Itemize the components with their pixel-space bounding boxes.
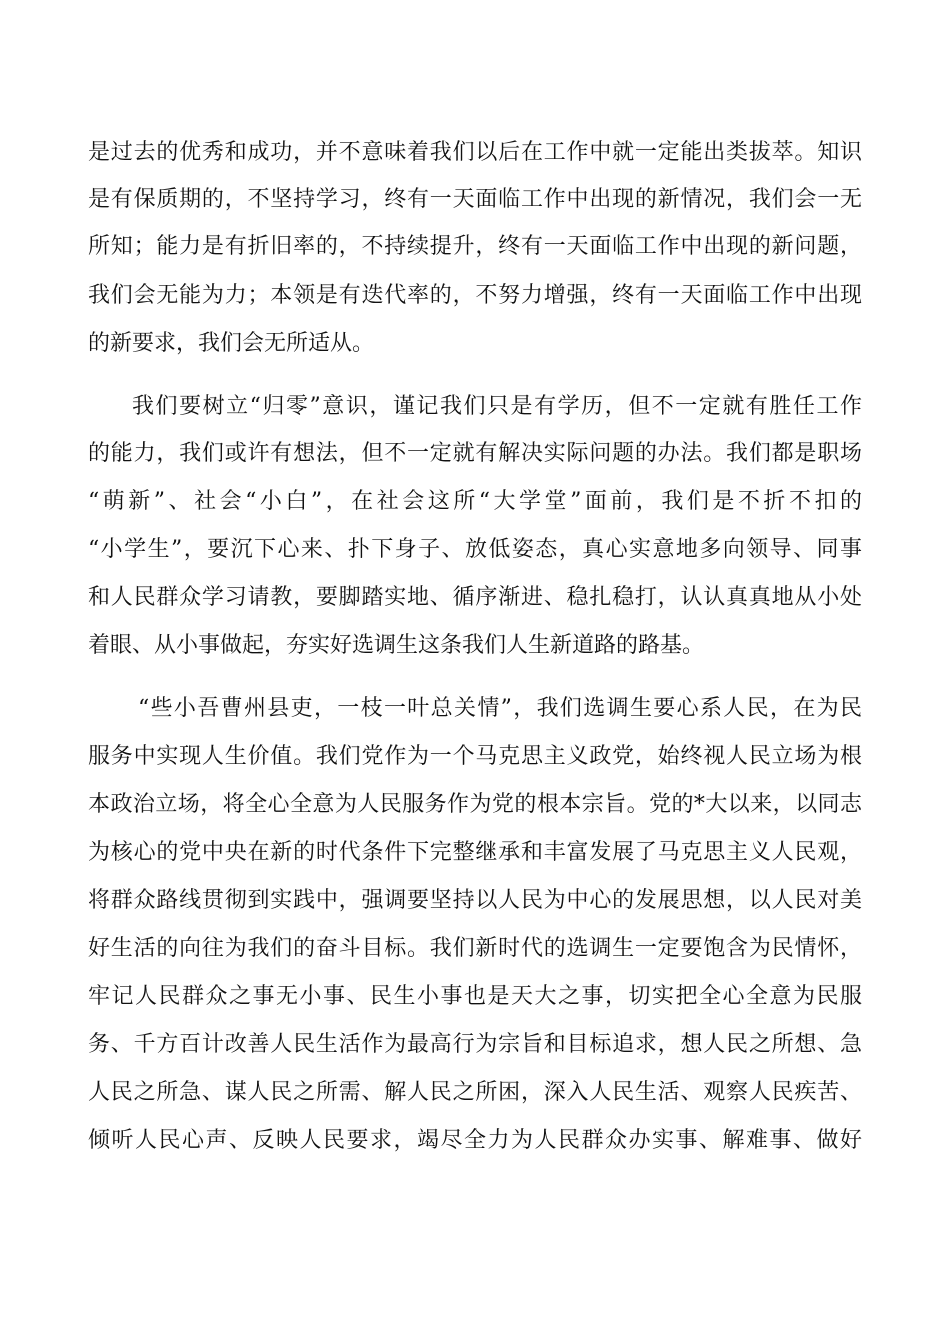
paragraph-3-line-4: 为核心的党中央在新的时代条件下完整继承和丰富发展了马克思主义人民观， <box>88 840 862 865</box>
paragraph-1-line-5: 的新要求，我们会无所适从。 <box>88 331 375 356</box>
paragraph-3-line-3: 本政治立场，将全心全意为人民服务作为党的根本宗旨。党的*大以来，以同志 <box>88 792 862 817</box>
paragraph-2-line-3: “萌新”、社会“小白”，在社会这所“大学堂”面前，我们是不折不扣的 <box>88 489 862 514</box>
paragraph-3-line-8: 务、千方百计改善人民生活作为最高行为宗旨和目标追求，想人民之所想、急 <box>88 1032 862 1057</box>
paragraph-3-line-9: 人民之所急、谋人民之所需、解人民之所困，深入人民生活、观察人民疾苦、 <box>88 1080 862 1105</box>
paragraph-3-line-7: 牢记人民群众之事无小事、民生小事也是天大之事，切实把全心全意为民服 <box>88 984 862 1009</box>
paragraph-1-line-2: 是有保质期的，不坚持学习，终有一天面临工作中出现的新情况，我们会一无 <box>88 187 862 212</box>
paragraph-2-line-6: 着眼、从小事做起，夯实好选调生这条我们人生新道路的路基。 <box>88 633 705 658</box>
paragraph-2-line-1: 我们要树立“归零”意识，谨记我们只是有学历，但不一定就有胜任工作 <box>132 394 862 419</box>
paragraph-1-line-4: 我们会无能为力；本领是有迭代率的，不努力增强，终有一天面临工作中出现 <box>88 283 862 308</box>
paragraph-2-line-4: “小学生”，要沉下心来、扑下身子、放低姿态，真心实意地多向领导、同事 <box>88 537 862 562</box>
paragraph-3-line-10: 倾听人民心声、反映人民要求，竭尽全力为人民群众办实事、解难事、做好 <box>88 1128 862 1153</box>
paragraph-1-line-1: 是过去的优秀和成功，并不意味着我们以后在工作中就一定能出类拔萃。知识 <box>88 140 862 165</box>
paragraph-3-line-1: “些小吾曹州县吏，一枝一叶总关情”，我们选调生要心系人民，在为民 <box>138 696 862 721</box>
paragraph-3-line-5: 将群众路线贯彻到实践中，强调要坚持以人民为中心的发展思想，以人民对美 <box>88 888 862 913</box>
paragraph-2-line-2: 的能力，我们或许有想法，但不一定就有解决实际问题的办法。我们都是职场 <box>88 441 862 466</box>
paragraph-2-line-5: 和人民群众学习请教，要脚踏实地、循序渐进、稳扎稳打，认认真真地从小处 <box>88 585 862 610</box>
paragraph-3-line-2: 服务中实现人生价值。我们党作为一个马克思主义政党，始终视人民立场为根 <box>88 744 862 769</box>
paragraph-3-line-6: 好生活的向往为我们的奋斗目标。我们新时代的选调生一定要饱含为民情怀， <box>88 936 862 961</box>
paragraph-1-line-3: 所知；能力是有折旧率的，不持续提升，终有一天面临工作中出现的新问题， <box>88 234 862 259</box>
